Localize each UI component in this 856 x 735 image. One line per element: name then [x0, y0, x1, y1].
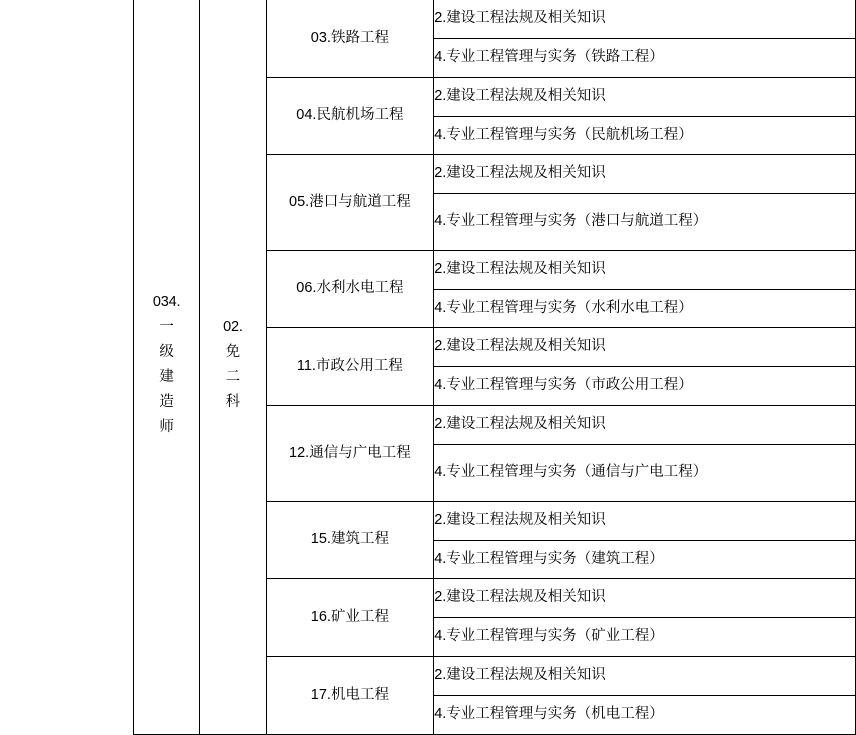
category-cell: 16.矿业工程: [266, 579, 434, 657]
category-cell: 15.建筑工程: [266, 502, 434, 579]
subject-cell: 4.专业工程管理与实务（机电工程）: [434, 696, 856, 735]
category-cell: 03.铁路工程: [266, 0, 434, 78]
exemption-cell: [200, 0, 266, 735]
subject-cell: 4.专业工程管理与实务（市政公用工程）: [434, 367, 856, 406]
subject-cell: 2.建设工程法规及相关知识: [434, 328, 856, 367]
subject-cell: 4.专业工程管理与实务（港口与航道工程）: [434, 194, 856, 251]
subject-cell: 2.建设工程法规及相关知识: [434, 406, 856, 445]
profession-char-0: 一: [159, 319, 174, 336]
subject-cell: 2.建设工程法规及相关知识: [434, 502, 856, 541]
subject-cell: 2.建设工程法规及相关知识: [434, 657, 856, 696]
category-cell: 04.民航机场工程: [266, 78, 434, 155]
category-cell: 06.水利水电工程: [266, 251, 434, 328]
category-cell: 11.市政公用工程: [266, 328, 434, 406]
profession-char-1: 级: [159, 344, 174, 361]
exemption-text: [200, 313, 265, 421]
exemption-char-2: 科: [225, 393, 241, 410]
subject-cell: 2.建设工程法规及相关知识: [434, 78, 856, 117]
subject-cell: 4.专业工程管理与实务（通信与广电工程）: [434, 445, 856, 502]
table-row: [134, 0, 856, 39]
exemption-code: 02.: [223, 319, 243, 336]
profession-char-4: 师: [159, 418, 174, 435]
subject-cell: 2.建设工程法规及相关知识: [434, 579, 856, 618]
profession-char-2: 建: [159, 369, 174, 385]
subject-cell: 4.专业工程管理与实务（矿业工程）: [434, 618, 856, 657]
subject-cell: 4.专业工程管理与实务（建筑工程）: [434, 541, 856, 579]
profession-char-3: 造: [159, 393, 174, 410]
profession-cell: [134, 0, 200, 735]
exam-subjects-table: [133, 0, 856, 735]
exemption-char-1: 二: [225, 369, 241, 385]
category-cell: 12.通信与广电工程: [266, 406, 434, 502]
subject-cell: 4.专业工程管理与实务（民航机场工程）: [434, 117, 856, 155]
category-cell: 17.机电工程: [266, 657, 434, 735]
subject-cell: 2.建设工程法规及相关知识: [434, 155, 856, 194]
exemption-char-0: 免: [225, 344, 241, 361]
subject-cell: 2.建设工程法规及相关知识: [434, 251, 856, 290]
subject-cell: 4.专业工程管理与实务（铁路工程）: [434, 39, 856, 78]
profession-text: [134, 288, 199, 446]
category-cell: 05.港口与航道工程: [266, 155, 434, 251]
subject-cell: 2.建设工程法规及相关知识: [434, 0, 856, 39]
profession-code: 034.: [152, 294, 181, 311]
subject-cell: 4.专业工程管理与实务（水利水电工程）: [434, 290, 856, 328]
